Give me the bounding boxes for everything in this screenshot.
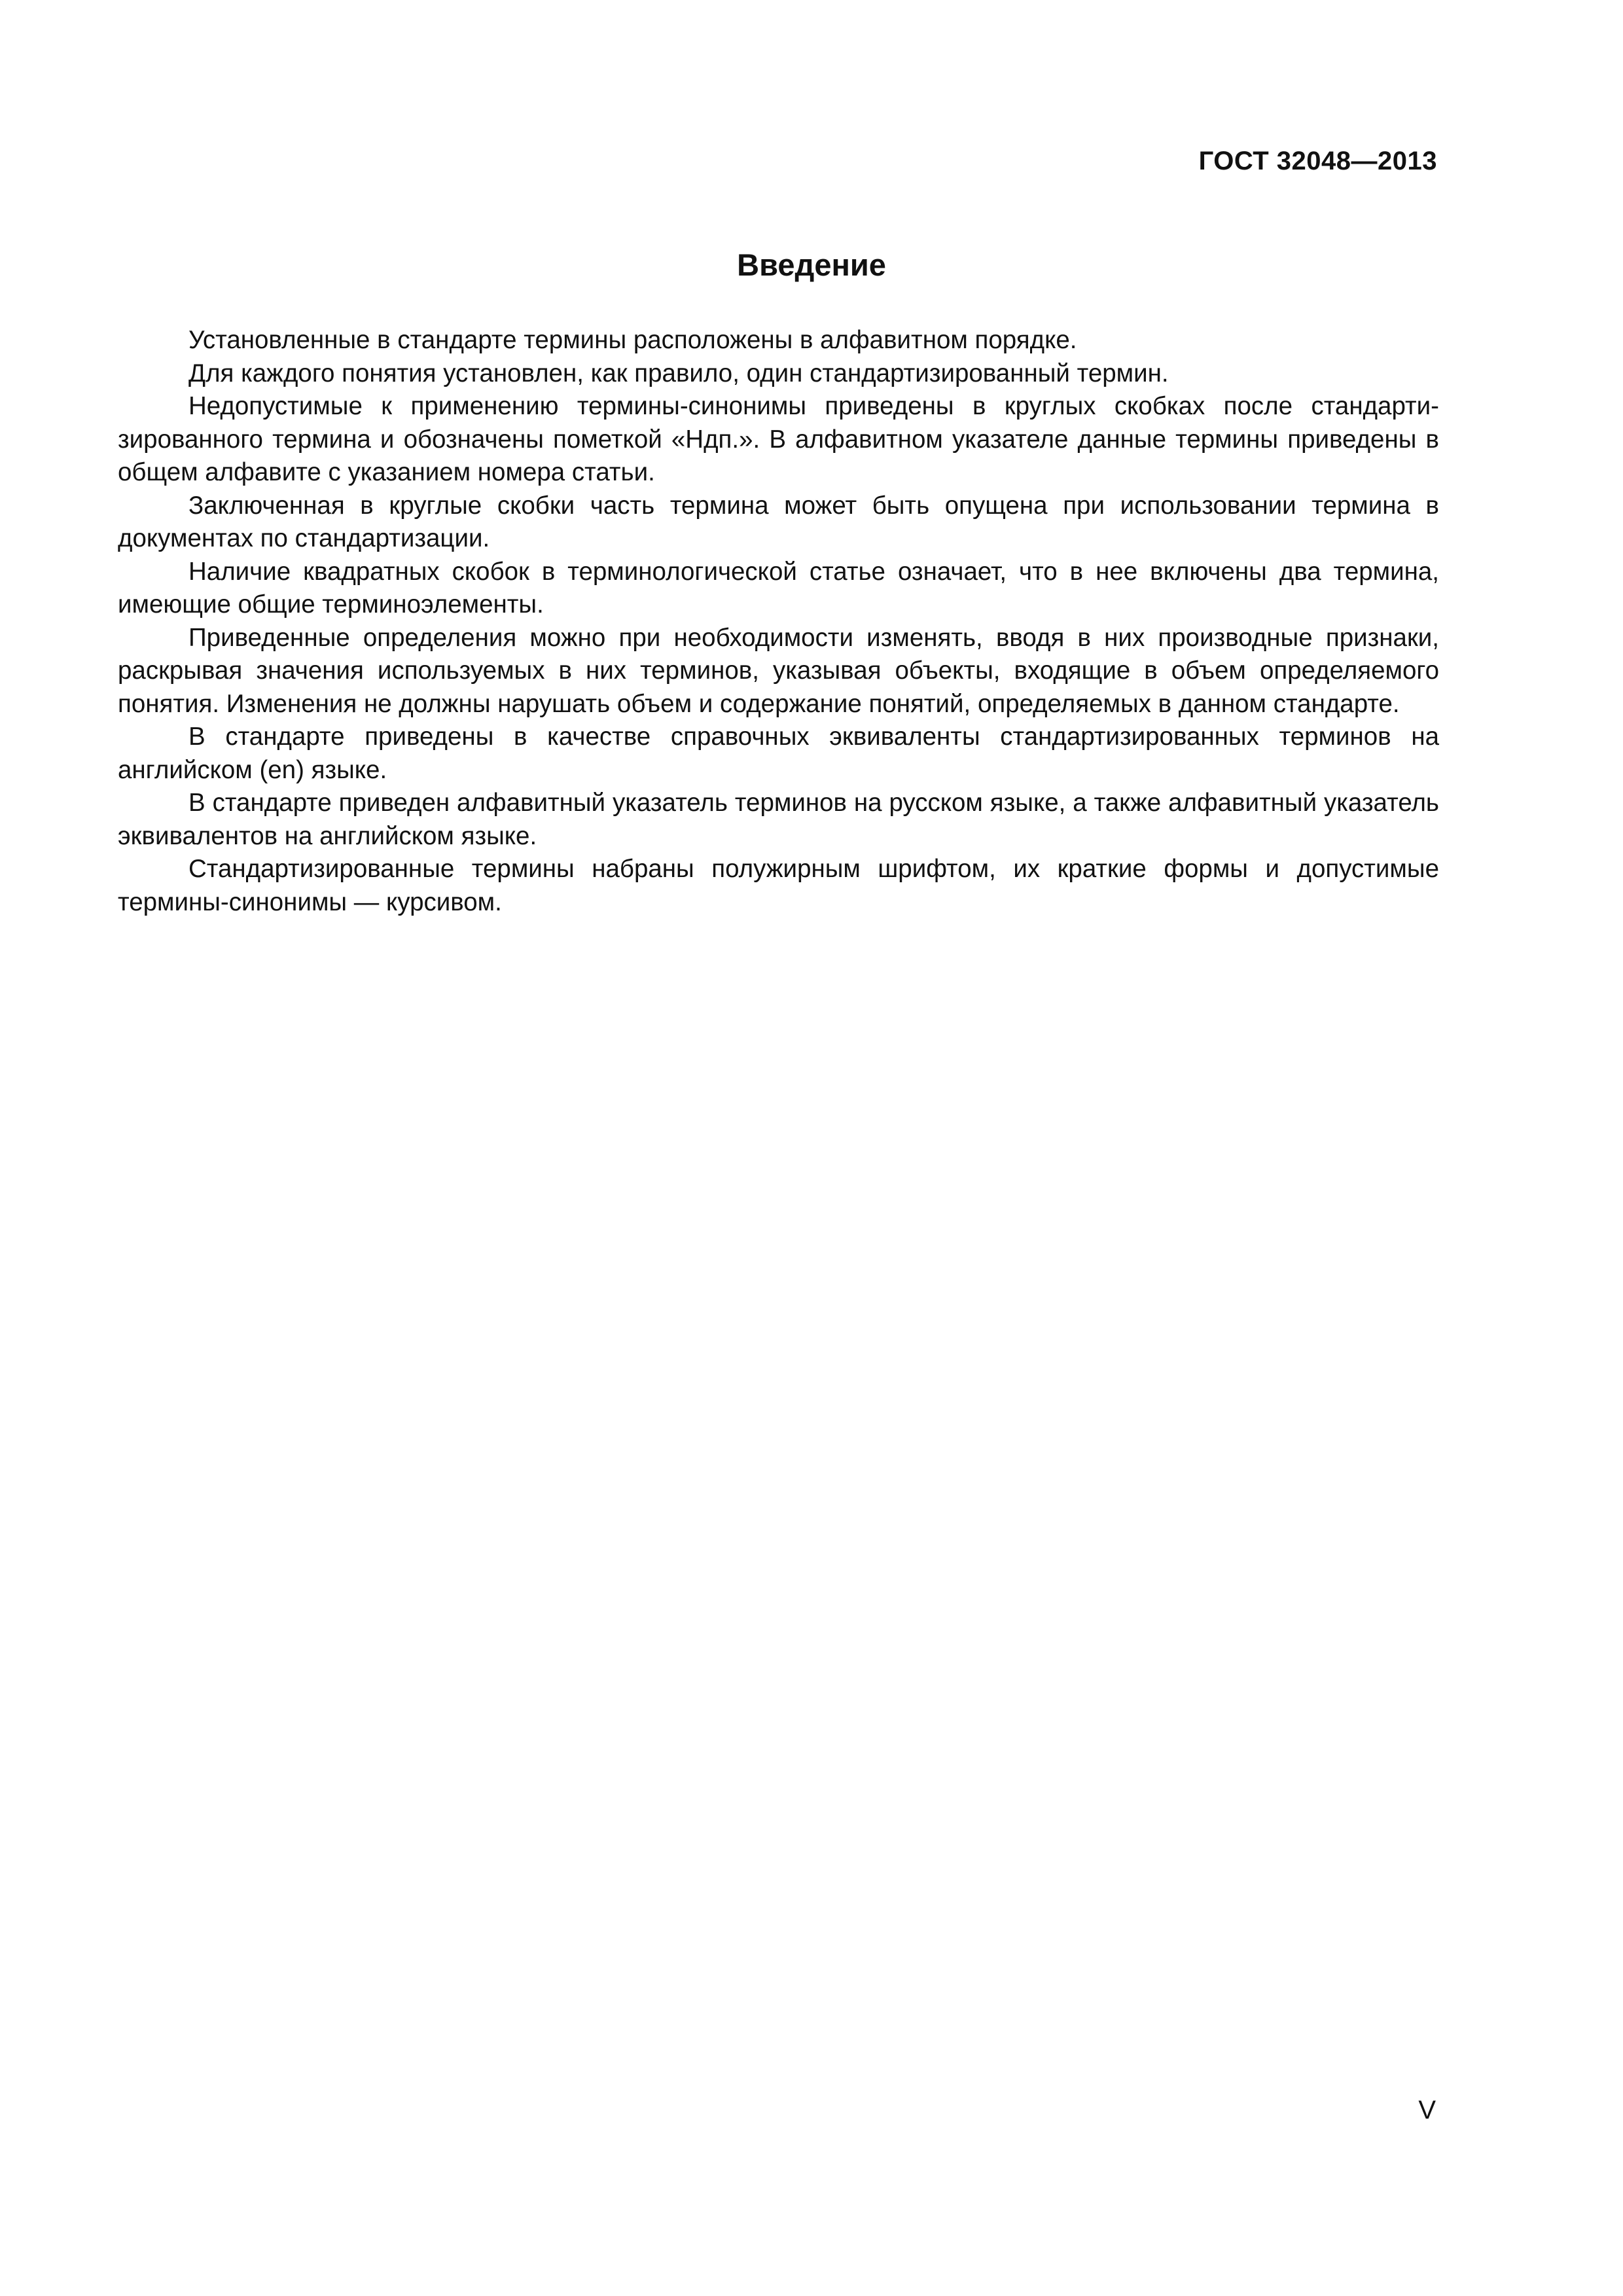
paragraph-index: В стандарте приведен алфавитный указатель терминов на русском языке, а также алфавитный указатель эквивалентов на английском языке. — [118, 789, 1439, 850]
paragraph-one-term: Для каждого понятия установлен, как правило, один стандартизированный термин. — [188, 359, 1169, 387]
introduction-text — [118, 324, 1439, 919]
paragraph-round-brackets: Заключенная в круглые скобки часть термина может быть опущена при использовании термина в документах по стандартизации. — [118, 491, 1439, 552]
paragraph-term-order: Установленные в стандарте термины расположены в алфавитном порядке. — [188, 326, 1077, 354]
paragraph-equivalents: В стандарте приведены в качестве справочных эквиваленты стандартизированных терминов на английском (en) языке. — [118, 723, 1439, 784]
page-number: V — [1418, 2096, 1436, 2125]
paragraph-synonyms: Недопустимые к применению термины-синонимы приведены в круглых скобках после стандартизированного термина и обозначены пометкой «Ндп.». В алфавитном указателе данные термины приведены в общем алфавите с указанием номера статьи. — [118, 392, 1439, 486]
paragraph-typography: Стандартизированные термины набраны полужирным шрифтом, их краткие формы и допустимые термины-синонимы — курсивом. — [118, 855, 1439, 916]
paragraph-definitions: Приведенные определения можно при необходимости изменять, вводя в них производные признаки, раскрывая значения используемых в них терминов, указывая объекты, входящие в объем определяемого понятия. Изменения не должны нарушать объем и содержание понятий, определяемых в данном стандарте. — [118, 623, 1439, 718]
document-code: ГОСТ 32048—2013 — [1198, 147, 1437, 175]
section-title: Введение — [737, 247, 886, 283]
paragraph-square-brackets: Наличие квадратных скобок в терминологической статье означает, что в нее включены два термина, имеющие общие терминоэлементы. — [118, 557, 1439, 619]
